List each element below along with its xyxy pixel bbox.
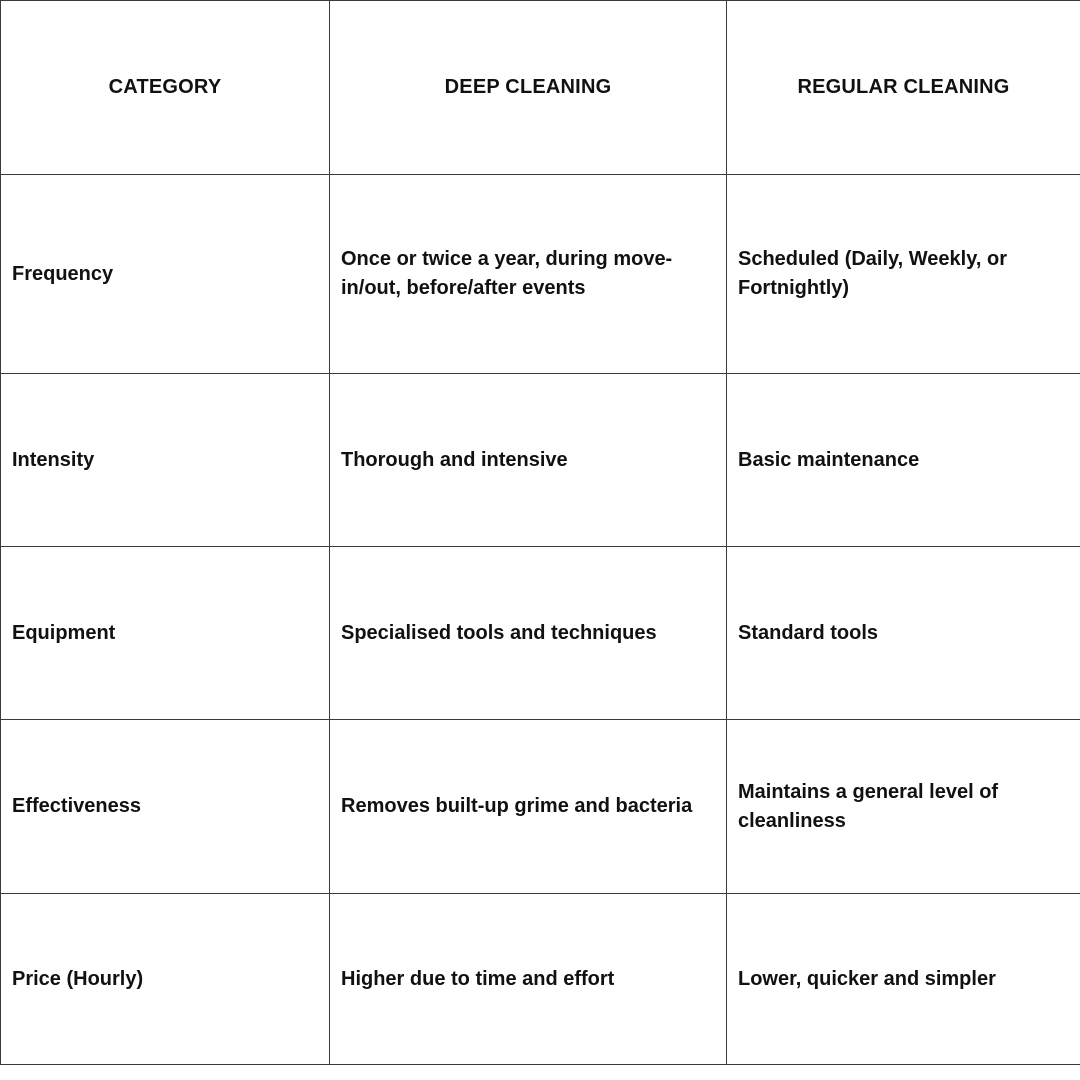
row-category-frequency: Frequency xyxy=(1,175,330,374)
deep-cleaning-effectiveness: Removes built-up grime and bacteria xyxy=(330,720,727,894)
regular-cleaning-frequency: Scheduled (Daily, Weekly, or Fortnightly) xyxy=(727,175,1080,374)
table-row xyxy=(1,374,1080,547)
row-category-equipment: Equipment xyxy=(1,547,330,720)
deep-cleaning-price: Higher due to time and effort xyxy=(330,894,727,1065)
deep-cleaning-frequency: Once or twice a year, during move-in/out, before/after events xyxy=(330,175,727,374)
row-category-price: Price (Hourly) xyxy=(1,894,330,1065)
table-header-row xyxy=(1,1,1080,175)
regular-cleaning-intensity: Basic maintenance xyxy=(727,374,1080,547)
table-row xyxy=(1,720,1080,894)
table-row xyxy=(1,175,1080,374)
table-row xyxy=(1,547,1080,720)
regular-cleaning-equipment: Standard tools xyxy=(727,547,1080,720)
regular-cleaning-price: Lower, quicker and simpler xyxy=(727,894,1080,1065)
row-category-effectiveness: Effectiveness xyxy=(1,720,330,894)
row-category-intensity: Intensity xyxy=(1,374,330,547)
deep-cleaning-intensity: Thorough and intensive xyxy=(330,374,727,547)
header-regular-cleaning: REGULAR CLEANING xyxy=(727,1,1080,175)
deep-cleaning-equipment: Specialised tools and techniques xyxy=(330,547,727,720)
header-category: CATEGORY xyxy=(1,1,330,175)
table-row xyxy=(1,894,1080,1065)
header-deep-cleaning: DEEP CLEANING xyxy=(330,1,727,175)
regular-cleaning-effectiveness: Maintains a general level of cleanliness xyxy=(727,720,1080,894)
